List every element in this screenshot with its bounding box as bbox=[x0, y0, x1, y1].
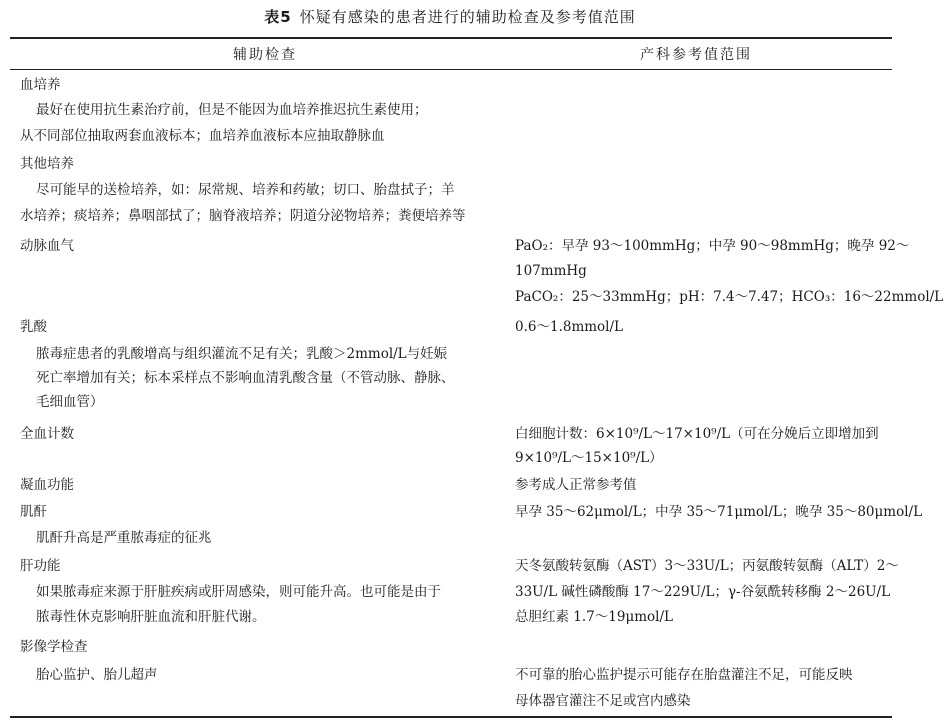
row-category: 乳酸 bbox=[20, 319, 47, 335]
column-header-exam: 辅助检查 bbox=[233, 47, 297, 63]
row-reference-line: PaCO₂：25～33mmHg；pH：7.4～7.47；HCO₃：16～22mmol/L bbox=[515, 289, 943, 305]
row-reference-line: 9×10⁹/L～15×10⁹/L） bbox=[515, 450, 663, 466]
row-reference-line: 早孕 35～62μmol/L；中孕 35～71μmol/L；晚孕 35～80μmol/L bbox=[515, 504, 923, 520]
row-reference-line: 总胆红素 1.7～19μmol/L bbox=[515, 609, 673, 625]
table-caption bbox=[0, 6, 900, 27]
table-number: 表5 bbox=[264, 8, 292, 26]
row-detail-line: 脓毒症患者的乳酸增高与组织灌流不足有关；乳酸＞2mmol/L与妊娠 bbox=[36, 346, 448, 362]
row-reference-line: 107mmHg bbox=[515, 263, 587, 279]
row-category: 肝功能 bbox=[20, 558, 61, 574]
row-detail-line: 水培养；痰培养；鼻咽部拭了；脑脊液培养；阴道分泌物培养；粪便培养等 bbox=[20, 208, 466, 224]
row-category: 凝血功能 bbox=[20, 477, 74, 493]
row-category: 血培养 bbox=[20, 77, 61, 93]
table-bottom-rule bbox=[10, 716, 892, 718]
row-category: 影像学检查 bbox=[20, 639, 88, 655]
table-top-rule bbox=[10, 37, 892, 39]
row-reference-line: 33U/L 碱性磷酸酶 17～229U/L；γ-谷氨酰转移酶 2～26U/L bbox=[515, 584, 891, 600]
table-title: 怀疑有感染的患者进行的辅助检查及参考值范围 bbox=[299, 8, 636, 26]
row-detail-line: 最好在使用抗生素治疗前，但是不能因为血培养推迟抗生素使用； bbox=[36, 102, 428, 118]
row-detail-line: 尽可能早的送检培养，如：尿常规、培养和药敏；切口、胎盘拭子；羊 bbox=[36, 182, 455, 198]
row-reference-line: 不可靠的胎心监护提示可能存在胎盘灌注不足，可能反映 bbox=[515, 667, 853, 683]
row-category: 动脉血气 bbox=[20, 238, 74, 254]
row-reference-line: 白细胞计数：6×10⁹/L～17×10⁹/L（可在分娩后立即增加到 bbox=[515, 426, 879, 442]
row-reference-line: 天冬氨酸转氨酶（AST）3～33U/L；丙氨酸转氨酶（ALT）2～ bbox=[515, 558, 899, 574]
row-detail-line: 如果脓毒症来源于肝脏疾病或肝周感染，则可能升高。也可能是由于 bbox=[36, 584, 441, 600]
row-detail-line: 死亡率增加有关；标本采样点不影响血清乳酸含量（不管动脉、静脉、 bbox=[36, 370, 455, 386]
table-header-rule bbox=[10, 69, 892, 70]
row-category: 其他培养 bbox=[20, 156, 74, 172]
row-category: 全血计数 bbox=[20, 426, 74, 442]
row-reference-line: PaO₂：早孕 93～100mmHg；中孕 90～98mmHg；晚孕 92～ bbox=[515, 238, 910, 254]
row-reference-line: 母体器官灌注不足或宫内感染 bbox=[515, 693, 691, 709]
row-detail-line: 毛细血管） bbox=[36, 394, 104, 410]
row-reference-line: 参考成人正常参考值 bbox=[515, 477, 637, 493]
row-detail-line: 从不同部位抽取两套血液标本；血培养血液标本应抽取静脉血 bbox=[20, 128, 385, 144]
row-category: 肌酐 bbox=[20, 504, 47, 520]
row-reference-line: 0.6～1.8mmol/L bbox=[515, 319, 623, 335]
row-detail-line: 胎心监护、胎儿超声 bbox=[36, 667, 158, 683]
row-detail-line: 肌酐升高是严重脓毒症的征兆 bbox=[36, 530, 212, 546]
column-header-reference: 产科参考值范围 bbox=[640, 47, 752, 63]
row-detail-line: 脓毒性休克影响肝脏血流和肝脏代谢。 bbox=[36, 609, 266, 625]
